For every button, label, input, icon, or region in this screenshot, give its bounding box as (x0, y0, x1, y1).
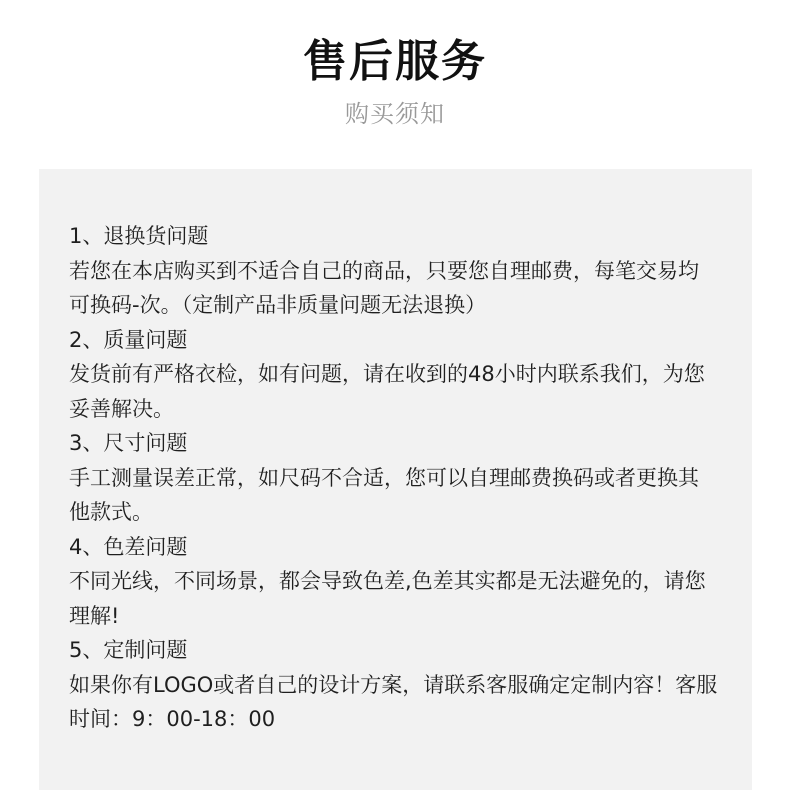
section-body: 如果你有LOGO或者自己的设计方案，请联系客服确定定制内容！客服时间：9：00-18：00 (69, 672, 718, 731)
section-title: 4、色差问题 (69, 534, 188, 559)
section-body: 发货前有严格衣检，如有问题，请在收到的48小时内联系我们，为您妥善解决。 (69, 362, 705, 421)
section-customization (69, 633, 719, 737)
section-title: 3、尺寸问题 (69, 431, 188, 455)
section-title: 5、定制问题 (69, 638, 188, 662)
section-title: 1、退换货问题 (69, 224, 209, 248)
section-body: 手工测量误差正常，如尺码不合适，您可以自理邮费换码或者更换其他款式。 (69, 465, 699, 524)
info-panel (39, 169, 752, 790)
section-body: 若您在本店购买到不适合自己的商品，只要您自理邮费，每笔交易均可换码-次。（定制产品非质量问题无法退换） (69, 258, 699, 317)
page-subtitle: 购买须知 (345, 100, 445, 128)
section-size (69, 426, 719, 530)
notice-content (69, 219, 719, 737)
section-quality (69, 323, 719, 427)
section-body: 不同光线，不同场景，都会导致色差,色差其实都是无法避免的，请您理解! (69, 569, 706, 628)
section-title: 2、质量问题 (69, 327, 188, 352)
section-color-difference (69, 530, 719, 634)
page-title: 售后服务 (303, 36, 487, 87)
section-return-exchange (69, 219, 719, 323)
